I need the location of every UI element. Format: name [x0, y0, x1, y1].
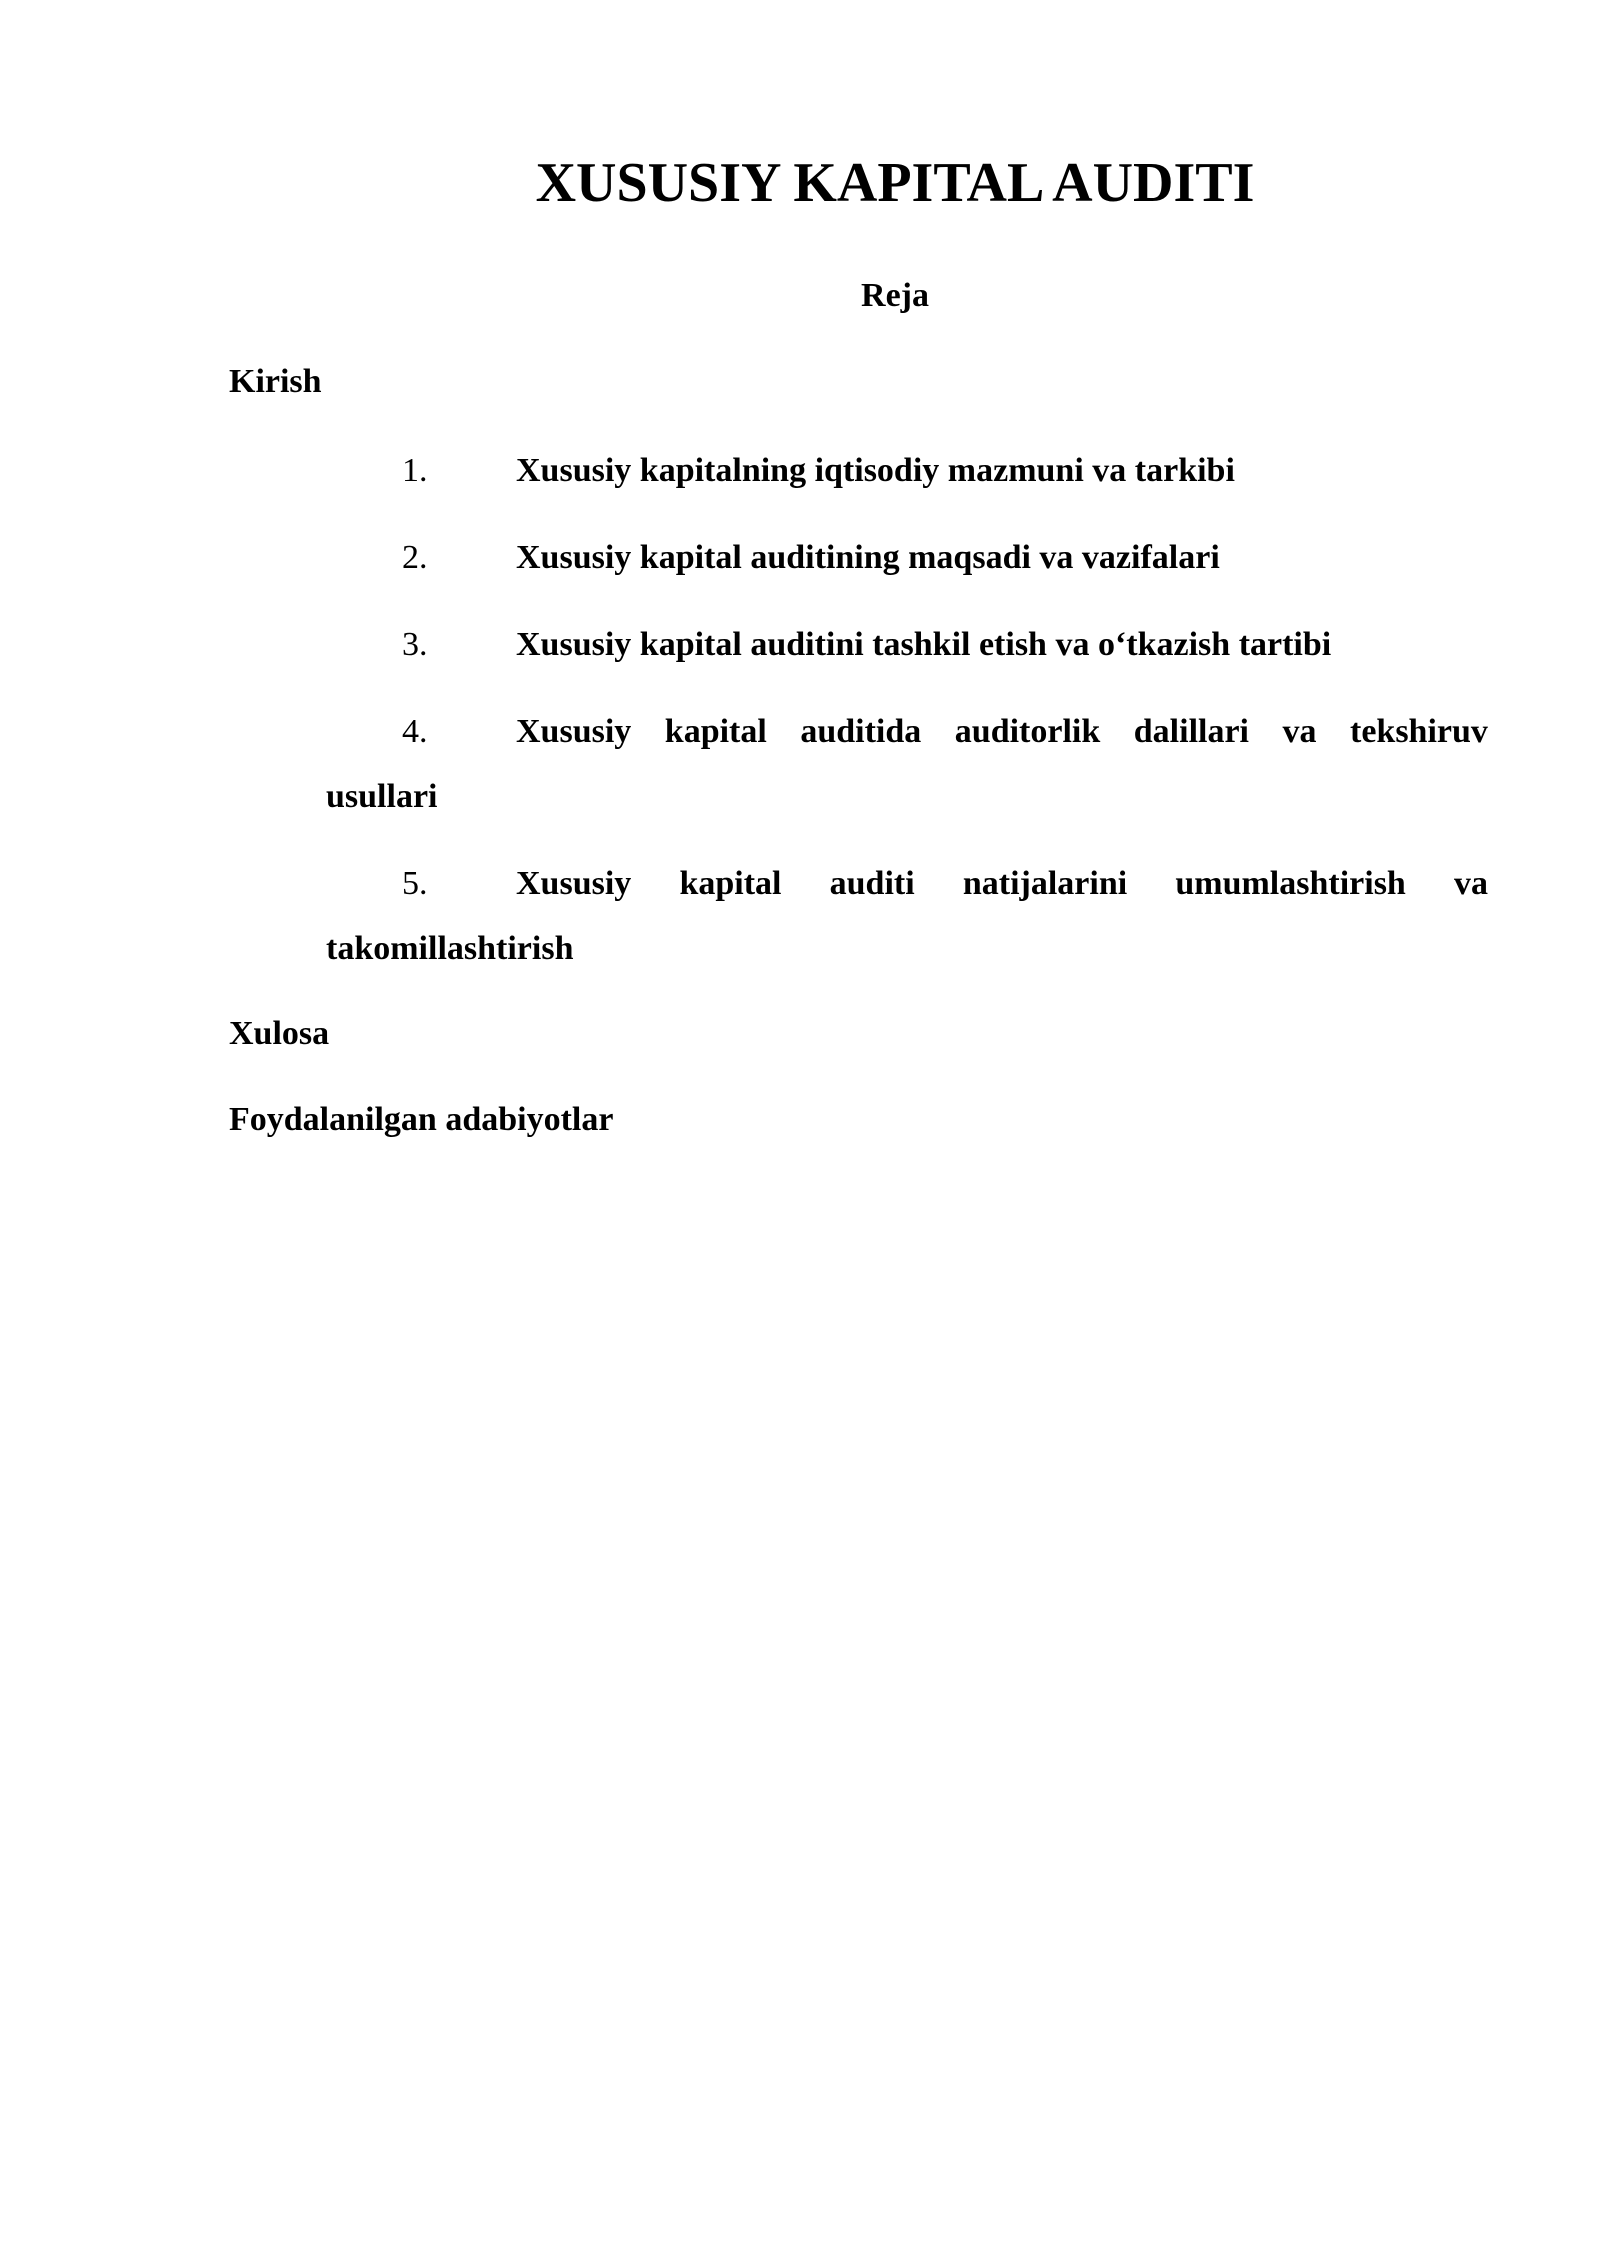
plan-item-continuation: takomillashtirish: [326, 930, 574, 967]
plan-item-number: 3.: [402, 626, 428, 663]
plan-item-5: [326, 851, 1488, 981]
plan-item-word: auditida: [800, 713, 922, 750]
plan-item-number: 1.: [402, 452, 428, 489]
plan-item-word: dalillari: [1133, 713, 1249, 750]
plan-item-continuation: usullari: [326, 778, 438, 815]
plan-item-text: [516, 699, 1488, 764]
plan-item-word: Xususiy: [516, 865, 632, 902]
plan-item-number: 2.: [402, 539, 428, 576]
plan-item-word: umumlashtirish: [1175, 865, 1406, 902]
plan-item-text: Xususiy kapitalning iqtisodiy mazmuni va tarkibi: [516, 452, 1235, 489]
plan-item-word: kapital: [679, 865, 782, 902]
plan-item-word: kapital: [664, 713, 767, 750]
plan-item-word: auditi: [829, 865, 915, 902]
plan-item-text: [516, 851, 1488, 916]
plan-item-word: tekshiruv: [1350, 713, 1488, 750]
plan-item-number: 4.: [402, 713, 428, 750]
plan-item-3: [326, 612, 1488, 677]
plan-heading: Reja: [861, 277, 929, 314]
plan-item-word: natijalarini: [962, 865, 1128, 902]
plan-item-word: Xususiy: [516, 713, 632, 750]
plan-item-number: 5.: [402, 865, 428, 902]
plan-item-word: va: [1454, 865, 1488, 902]
intro-heading: Kirish: [229, 363, 322, 400]
conclusion-heading: Xulosa: [229, 1015, 330, 1052]
document-title: XUSUSIY KAPITAL AUDITI: [535, 152, 1255, 214]
plan-item-1: [326, 438, 1488, 503]
plan-item-4: [326, 699, 1488, 829]
plan-item-text: Xususiy kapital auditining maqsadi va vazifalari: [516, 539, 1220, 576]
plan-item-word: auditorlik: [954, 713, 1101, 750]
plan-item-2: [326, 525, 1488, 590]
references-heading: Foydalanilgan adabiyotlar: [229, 1101, 614, 1138]
plan-item-text: Xususiy kapital auditini tashkil etish va o‘tkazish tartibi: [516, 626, 1332, 663]
plan-item-word: va: [1282, 713, 1317, 750]
